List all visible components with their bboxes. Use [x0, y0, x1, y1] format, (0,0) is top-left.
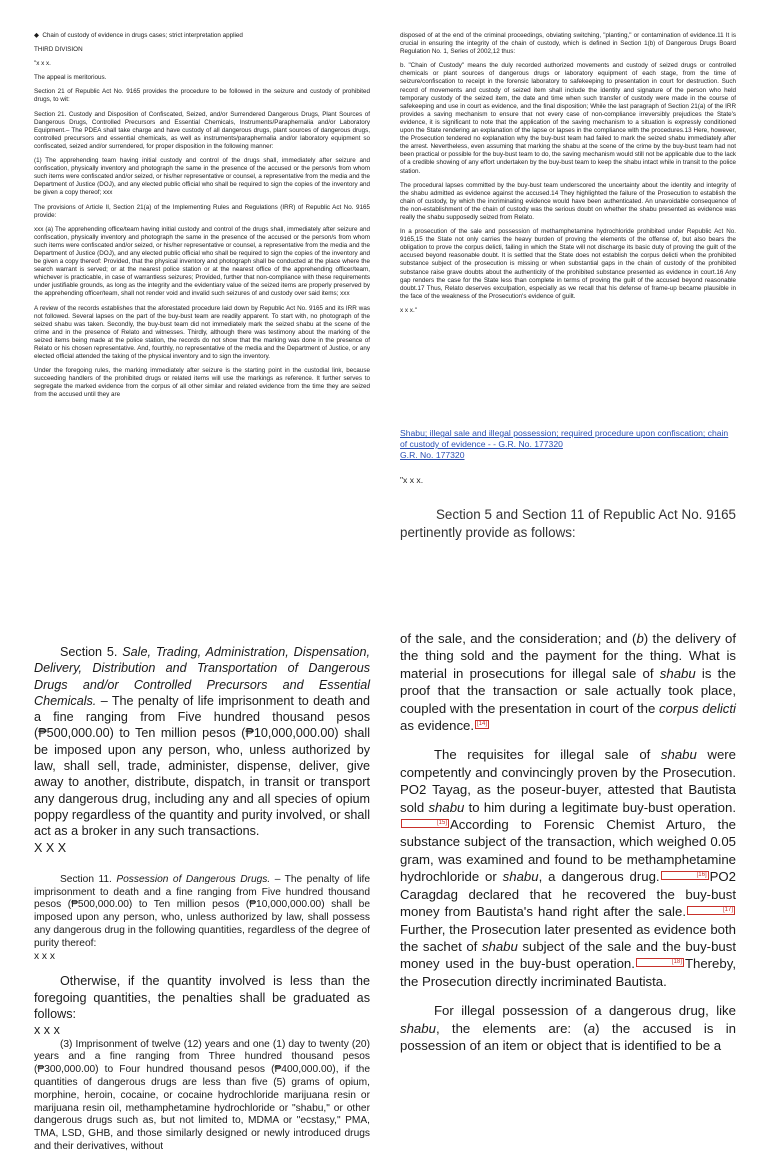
- section-11-label: Section 11.: [60, 873, 112, 885]
- footnote-15[interactable]: [15]: [401, 819, 449, 828]
- footnote-16[interactable]: [16]: [661, 871, 709, 880]
- paragraph-requisites: The requisites for illegal sale of shabu were competently and convincingly proven by the Prosecution. PO2 Tayag, as the poseur-buyer, attested that Bautista sold shabu to him during a legitimate buy-bust operation.[15] According to Forensic Chemist Arturo, the substance subject of the transaction, which weighed 0.05 gram, was examined and found to be methamphetamine hydrochloride or shabu, a dangerous drug. [16] PO2 Caragdag declared that he recovered the buy-bust money from Bautista's hand right after the sale. [17]Further, the Prosecution later presented as evidence both the sachet of shabu subject of the sale and the buy-bust money used in the buy-bust operation. [18] Thereby, the Prosecution directly incriminated Bautista.: [400, 747, 737, 989]
- gr-number-link[interactable]: G.R. No. 177320: [400, 450, 465, 460]
- otherwise-ellipsis: x x x: [34, 1023, 60, 1038]
- top-right-column: [400, 32, 736, 426]
- item-3: (3) Imprisonment of twelve (12) years and one (1) day to twenty (20) years and a fine ranging from Three hundred thousand pesos (₱300,000.00) to Four hundred thousand pesos (₱400,000.00), if the quantities of dangerous drugs are less than five (5) grams of opium, morphine, heroin, cocaine, or cocaine hydrochloride marijuana resin or marijuana resin oil, methamphetamine hydrochloride or "shabu," or other dangerous drugs such as, but not limited to, MDMA or "ecstasy," PMA, TMA, LSD, GHB, and those similarly designed or newly introduced drugs and their derivatives, without: [34, 1038, 370, 1152]
- footnote-18[interactable]: [18]: [636, 958, 684, 967]
- paragraph: (1) The apprehending team having initial custody and control of the drugs shall, immediately after seizure and confiscation, physically inventory and photograph the same in the presence of the accused or the person/s from whom such items were confiscated and/or seized, or his/her representative or counsel, a representative from the media and the Department of Justice (DOJ), and any elected public official who shall be required to sign the copies of the inventory and be given a copy thereof; xxx: [34, 157, 371, 197]
- paragraph: xxx (a) The apprehending office/team having initial custody and control of the drugs shall, immediately after seizure and confiscation, physically inventory and photograph the same in the presence of the accused or the person/s from whom such items were confiscated and/or seized, or his/her representative or counsel, a representative from the media and the Department of Justice (DOJ), and any elected public official who shall be required to sign the copies of the inventory and be given a copy thereof: Provided, that the physical inventory and photograph shall be conducted at the place where the search warrant is served; or at the nearest police station or at the nearest office of the apprehending officer/team, whichever is practicable, in case of warrantless seizures; Provided, further that non-compliance with these requirements under justifiable grounds, as long as the integrity and the evidentiary value of the seized items are properly preserved by the apprehending officer/team, shall not render void and invalid such seizures of and custody over said items; xxx: [34, 225, 371, 298]
- otherwise-para: Otherwise, if the quantity involved is less than the foregoing quantities, the penalties shall be graduated as follows:: [34, 974, 370, 1022]
- section-11: [34, 874, 370, 964]
- section-5: [34, 644, 370, 840]
- related-case-link[interactable]: Shabu; illegal sale and illegal possession; required procedure upon confiscation; chain of custody of evidence - - G.R. No. 177320: [400, 428, 729, 449]
- paragraph: Section 21. Custody and Disposition of Confiscated, Seized, and/or Surrendered Dangerous Drugs, Plant Sources of Dangerous Drugs, Controlled Precursors and Essential Chemicals, Instruments/Paraphernalia and/or Laboratory Equipment.– The PDEA shall take charge and have custody of all dangerous drugs, plant sources of dangerous drugs, controlled precursors and essential chemicals, as well as instruments/paraphernalia and/or laboratory equipment so confiscated, seized and/or surrendered, for proper disposition in the following manner:: [34, 110, 370, 150]
- footnote-17[interactable]: [17]: [687, 906, 735, 915]
- paragraph: A review of the records establishes that the aforestated procedure laid down by Republic Act No. 9165 and its IRR was not followed. Several lapses on the part of the buy-bust team are readily apparent. To start with, no photograph of the seized shabu was taken. Secondly, the buy-bust team did not immediately mark the seized shabu at the scene of the crime and in the presence of Relato and witnesses. Thirdly, although there was testimony about the marking of the seized items being made at the police station, the records do not show that the marking was done in the presence of Relato or his chosen representative. And, fourthly, no representative of the media and the Department of Justice, or any elected official attended the taking of the physical inventory and to sign the inventory.: [34, 304, 370, 361]
- paragraph: disposed of at the end of the criminal proceedings, obviating switching, "planting," or contamination of evidence.11 It is crucial in ensuring the integrity of the chain of custody, which is defined in Section 1(b) of Dangerous Drugs Board Regulation No. 1, Series of 2002,12 thus:: [400, 32, 736, 56]
- paragraph: b. "Chain of Custody" means the duly recorded authorized movements and custody of seized drugs or controlled chemicals or plant sources of dangerous drugs or laboratory equipment of each stage, from the time of seizure/confiscation to receipt in the forensic laboratory to safekeeping to presentation in court for destruction. Such record of movements and custody of seized item shall include the identity and signature of the person who held temporary custody of the seized item, the date and time when such transfer of custody were made in the course of safekeeping and use in court as evidence, and the final disposition; While the last paragraph of Section 21(a) of the IRR provides a saving mechanism to ensure that not every case of non-compliance irreversibly prejudices the State's evidence, it is significant to note that the application of the saving mechanism to a situation is expressly conditioned upon the State rendering an explanation of the lapse or lapses in the compliance with the procedures.13 Here, however, the Prosecution tendered no explanation why the buy-bust team had failed to mark the seized shabu immediately after the arrest. Nevertheless, even assuming that marking the shabu at the scene of the crime by the buy-bust team had not been practical or possible for the buy-bust team to do, the saving mechanism would still not be applicable due to the lack of a credible showing of any effort undertaken by the buy-bust team to keep the shabu intact while in transit to the police station.: [400, 62, 736, 175]
- bottom-left-column: [34, 644, 370, 1152]
- section-5-ellipsis: X X X: [34, 840, 67, 855]
- section-5-title: Sale, Trading, Administration, Dispensation, Delivery, Distribution and Transportation of Dangerous Drugs and/or Controlled Precursors and Essential Chemicals.: [34, 645, 370, 708]
- section-11-body: – The penalty of life imprisonment to death and a fine ranging from Five hundred thousand pesos (₱500,000.00) to Ten million pesos (₱10,000,000.00) shall be imposed upon any person, who, unless authorized by law, shall possess any dangerous drug in the following quantities, regardless of the degree of purity thereof:: [34, 873, 370, 949]
- paragraph: "x x x.: [34, 60, 51, 68]
- division-label: THIRD DIVISION: [34, 46, 83, 54]
- section-11-ellipsis: x x x: [34, 950, 55, 962]
- footnote-14[interactable]: [14]: [477, 720, 488, 727]
- section-intro: Section 5 and Section 11 of Republic Act No. 9165 pertinently provide as follows:: [400, 507, 736, 540]
- paragraph-possession: For illegal possession of a dangerous drug, like shabu, the elements are: (a) the accused is in possession of an item or object that is identified to be a: [400, 1003, 736, 1053]
- section-5-label: Section 5.: [60, 645, 118, 659]
- bottom-right-column: [400, 630, 737, 1053]
- headline: ◆ Chain of custody of evidence in drugs cases; strict interpretation applied: [34, 32, 243, 39]
- paragraph: The procedural lapses committed by the buy-bust team underscored the uncertainty about the identity and integrity of the shabu admitted as evidence against the accused.14 They highlighted the failure of the Prosecution to establish the chain of custody, by which the incriminating evidence would have been authenticated. An unavoidable consequence of the non-establishment of the chain of custody was the serious doubt on whether the shabu presented as evidence was really the shabu supposedly seized from Relato.: [400, 181, 736, 221]
- paragraph: The provisions of Article II, Section 21(a) of the Implementing Rules and Regulations (IRR) of Republic Act No. 9165 provide:: [34, 203, 370, 219]
- ellipsis-text: "x x x.: [400, 475, 424, 485]
- paragraph: The appeal is meritorious.: [34, 74, 107, 82]
- paragraph: Section 21 of Republic Act No. 9165 provides the procedure to be followed in the seizure and custody of prohibited drugs, to wit:: [34, 88, 370, 104]
- paragraph: x x x.": [400, 306, 417, 314]
- paragraph: In a prosecution of the sale and possession of methamphetamine hydrochloride prohibited under Republic Act No. 9165,15 the State not only carries the heavy burden of proving the elements of the offense of, but also bears the obligation to prove the corpus delicti, failing in which the State will not discharge its basic duty of proving the guilt of the accused beyond reasonable doubt. It is settled that the State does not establish the corpus delicti when the prohibited substance subject of the prosecution is missing or when substantial gaps in the chain of custody of the prohibited substance raise grave doubts about the authenticity of the prohibited substance presented as evidence in court.16 Any gap renders the case for the State less than complete in terms of proving the guilt of the accused beyond reasonable doubt.17 Thus, Relato deserves exculpation, especially as we recall that his defense of frame-up became plausible in the face of the weakness of the Prosecution's evidence of guilt.: [400, 228, 736, 300]
- paragraph-sale-proof: of the sale, and the consideration; and (b) the delivery of the thing sold and the payment for the thing. What is material in prosecutions for illegal sale of shabu is the proof that the transaction or sale actually took place, coupled with the presentation in court of the corpus delicti as evidence. [14]: [400, 631, 737, 734]
- section-11-title: Possession of Dangerous Drugs.: [116, 873, 271, 885]
- paragraph: Under the foregoing rules, the marking immediately after seizure is the starting point in the custodial link, because succeeding handlers of the prohibited drugs or related items will use the markings as reference. It further serves to segregate the marked evidence from the corpus of all other similar and related evidence from the time they are seized from the accused until they are: [34, 367, 370, 399]
- section-5-body: – The penalty of life imprisonment to death and a fine ranging from Five hundred thousand pesos (₱500,000.00) to Ten million pesos (₱10,000,000.00) shall be imposed upon any person, who, unless authorized by law, shall sell, trade, administer, dispense, deliver, give away to another, distribute, dispatch, in transit or transport any dangerous drug, including any and all species of opium poppy regardless of the quantity and purity involved, or shall act as a broker in any such transactions.: [34, 693, 370, 839]
- top-left-column: [34, 32, 370, 562]
- related-links: [400, 428, 736, 486]
- section-11-para: [34, 874, 370, 964]
